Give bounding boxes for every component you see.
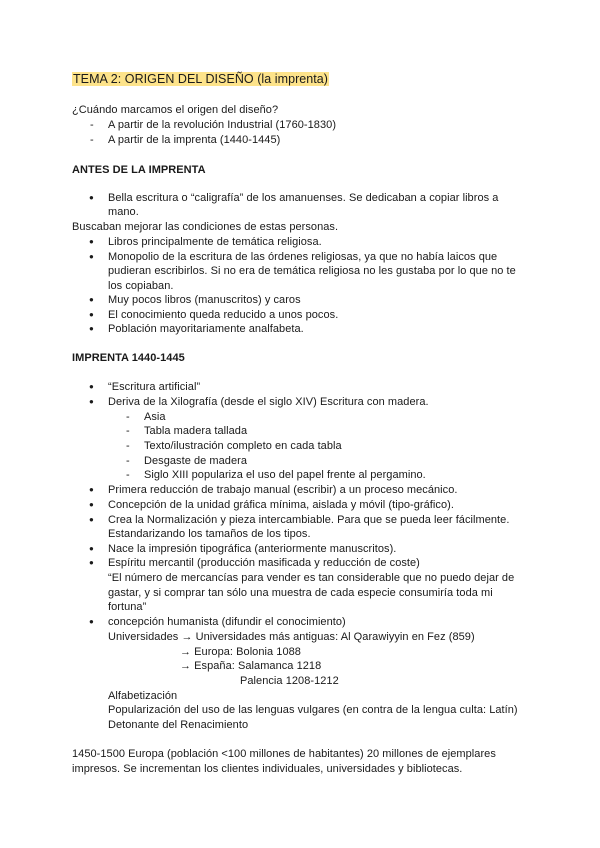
europa-line: → Europa: Bolonia 1088 [180,646,301,658]
bullet-impresion: ● Nace la impresión tipográfica (anteriormente manuscritos). [108,542,396,556]
sub-item: - Asia [144,410,166,424]
quote-line: fortuna” [108,601,147,613]
bullet-normalizacion-cont: Estandarizando los tamaños de los tipos. [108,528,311,540]
closing-paragraph-cont: impresos. Se incrementan los clientes individuales, universidades y bibliotecas. [72,763,463,775]
universidades-line: Universidades → Universidades más antiguas: Al Qarawiyyin en Fez (859) [108,631,475,643]
popularizacion-line: Popularización del uso de las lenguas vulgares (en contra de la lengua culta: Latín) [108,704,518,716]
espana-line: → España: Salamanca 1218 [180,660,322,672]
bullet-reduccion: ● Primera reducción de trabajo manual (escribir) a un proceso mecánico. [108,483,458,497]
bullet-caligrafia: ● Bella escritura o “caligrafía” de los amanuenses. Se dedicaban a copiar libros a [108,191,498,205]
sub-item: - Desgaste de madera [144,454,247,468]
bullet-conocimiento: ● El conocimiento queda reducido a unos pocos. [108,308,338,322]
intro-item: - A partir de la imprenta (1440-1445) [108,133,280,147]
sub-item: - Texto/ilustración completo en cada tabla [144,439,342,453]
note-condiciones: Buscaban mejorar las condiciones de estas personas. [72,221,339,233]
section-heading-imprenta: IMPRENTA 1440-1445 [72,352,185,364]
bullet-xilografia: ● Deriva de la Xilografía (desde el siglo XIV) Escritura con madera. [108,395,429,409]
intro-item: - A partir de la revolución Industrial (1760-1830) [108,118,336,132]
bullet-monopolio-cont: pudieran escribirlos. Si no era de temática religiosa no les gustaba por lo que no te [108,265,516,277]
bullet-unidad-grafica: ● Concepción de la unidad gráfica mínima, aislada y móvil (tipo-gráfico). [108,498,454,512]
bullet-caligrafia-cont: mano. [108,206,139,218]
bullet-monopolio-cont: los copiaban. [108,280,174,292]
detonante-line: Detonante del Renacimiento [108,719,249,731]
bullet-mercantil: ● Espíritu mercantil (producción masificada y reducción de coste) [108,556,420,570]
bullet-normalizacion: ● Crea la Normalización y pieza intercambiable. Para que se pueda leer fácilmente. [108,513,509,527]
bullet-pocos-libros: ● Muy pocos libros (manuscritos) y caros [108,293,301,307]
alfabetizacion-line: Alfabetización [108,690,178,702]
sub-item: - Tabla madera tallada [144,424,247,438]
bullet-escritura-artificial: ● “Escritura artificial” [108,380,200,394]
bullet-humanista: ● concepción humanista (difundir el conocimiento) [108,615,346,629]
quote-line: gastar, y si comprar tan sólo una muestra de cada especie consumiría toda mi [108,587,493,599]
quote-line: “El número de mercancías para vender es tan considerable que no puedo dejar de [108,572,515,584]
title-highlight: TEMA 2: ORIGEN DEL DISEÑO (la imprenta) [73,72,329,86]
page-title [72,71,329,87]
bullet-analfabeta: ● Población mayoritariamente analfabeta. [108,322,304,336]
closing-paragraph: 1450-1500 Europa (población <100 millones de habitantes) 20 millones de ejemplares [72,748,496,760]
bullet-monopolio: ● Monopolio de la escritura de las órdenes religiosas, ya que no había laicos que [108,250,497,264]
section-heading-antes: ANTES DE LA IMPRENTA [72,164,206,176]
bullet-tematica: ● Libros principalmente de temática religiosa. [108,235,322,249]
sub-item: - Siglo XIII populariza el uso del papel frente al pergamino. [144,468,426,482]
palencia-line: Palencia 1208-1212 [240,675,339,687]
intro-question: ¿Cuándo marcamos el origen del diseño? [72,104,279,116]
